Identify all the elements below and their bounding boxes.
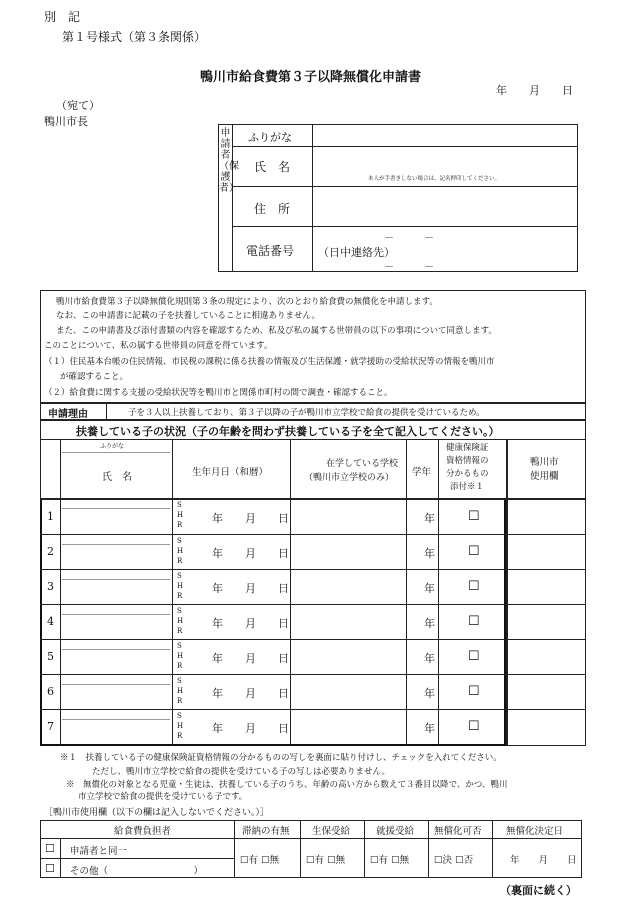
same-as-label: 申請者と同一 bbox=[70, 846, 128, 857]
era-marks: S H R bbox=[177, 572, 184, 600]
arrears-options bbox=[240, 852, 279, 866]
grade-field[interactable]: 年 bbox=[424, 652, 435, 665]
insurance-checkbox[interactable]: ☐ bbox=[468, 649, 480, 664]
child-name-field[interactable] bbox=[62, 604, 170, 639]
birth-date-field[interactable]: 年 月 日 bbox=[212, 722, 289, 735]
name-note: 本人が手書きしない場合は、記名押印してください。 bbox=[368, 176, 501, 182]
birth-date-field[interactable]: 年 月 日 bbox=[212, 617, 289, 630]
aid-no-label: 無 bbox=[399, 855, 410, 866]
statement-p3b: このことについて、私の属する世帯員の同意を得ています。 bbox=[44, 341, 273, 351]
era-marks: S H R bbox=[177, 677, 184, 705]
insurance-checkbox[interactable]: ☐ bbox=[468, 579, 480, 594]
row-number: 5 bbox=[47, 650, 54, 663]
aid-yes-label: 有 bbox=[378, 855, 389, 866]
birth-date-field[interactable]: 年 月 日 bbox=[212, 687, 289, 700]
arrears-yes-label: 有 bbox=[248, 855, 259, 866]
office-table bbox=[40, 820, 582, 878]
free-ketsu-checkbox[interactable]: ☐ bbox=[434, 855, 443, 866]
child-name-field[interactable] bbox=[62, 674, 170, 709]
child-name-field[interactable] bbox=[62, 639, 170, 674]
atena-label: （宛て） bbox=[56, 99, 100, 112]
grade-field[interactable]: 年 bbox=[424, 687, 435, 700]
free-options bbox=[434, 852, 473, 866]
era-marks: S H R bbox=[177, 642, 184, 670]
row-number: 3 bbox=[47, 580, 54, 593]
insurance-checkbox[interactable]: ☐ bbox=[468, 719, 480, 734]
phone-label: 電話番号 bbox=[246, 244, 295, 258]
table-row bbox=[40, 639, 586, 674]
col-school-2: （鴨川市立学校のみ） bbox=[304, 473, 395, 483]
school-field[interactable] bbox=[292, 498, 404, 534]
table-row bbox=[40, 709, 586, 744]
statement-p4a: （１）住民基本台帳の住民情報、市民税の課税に係る扶養の情報及び生活保護・就学援助の受給状況等の情報を鴨川市 bbox=[44, 357, 495, 367]
school-field[interactable] bbox=[292, 534, 404, 569]
phone-field[interactable] bbox=[314, 228, 576, 270]
note-2a: ※ 無償化の対象となる児童・生徒は、扶養している子のうち、年齢の高い方から数えて３番目以降で、かつ、鴨川 bbox=[66, 780, 508, 790]
school-field[interactable] bbox=[292, 604, 404, 639]
continue-note: （裏面に続く） bbox=[500, 884, 577, 897]
child-name-field[interactable] bbox=[62, 569, 170, 604]
furigana-label: ふりがな bbox=[248, 131, 292, 144]
col-free: 無償化可否 bbox=[434, 826, 482, 837]
furigana-field[interactable] bbox=[314, 126, 576, 144]
statement-p1: 鴨川市給食費第３子以降無償化規則第３条の規定により、次のとおり給食費の無償化を申請します。 bbox=[56, 297, 438, 307]
statement-p5: （２）給食費に関する支援の受給状況等を鴨川市と関係市町村の間で調査・確認すること。 bbox=[44, 388, 393, 398]
col-arrears: 滞納の有無 bbox=[242, 826, 290, 837]
col-furigana: ふりがな bbox=[100, 443, 125, 450]
table-row bbox=[40, 674, 586, 709]
page-title: 鴨川市給食費第３子以降無償化申請書 bbox=[200, 70, 422, 85]
date-field[interactable]: 年 月 日 bbox=[496, 84, 573, 97]
col-name: 氏 名 bbox=[102, 472, 132, 483]
mayor-label: 鴨川市長 bbox=[44, 115, 88, 128]
statement-p4b: が確認すること。 bbox=[60, 372, 129, 382]
reason-label: 申請理由 bbox=[48, 409, 88, 420]
col-payer: 給食費負担者 bbox=[114, 826, 172, 837]
insurance-checkbox[interactable]: ☐ bbox=[468, 614, 480, 629]
bekki-label: 別 記 bbox=[44, 10, 81, 24]
note-1a: ※１ 扶養している子の健康保険証資格情報の分かるものの写しを裏面に貼り付けし、チェックを入れてください。 bbox=[60, 753, 502, 763]
birth-date-field[interactable]: 年 月 日 bbox=[212, 652, 289, 665]
aid-yes-checkbox[interactable]: ☐ bbox=[370, 855, 379, 866]
child-name-field[interactable] bbox=[62, 534, 170, 569]
reason-text: 子を３人以上扶養しており、第３子以降の子が鴨川市立学校で給食の提供を受けているため。 bbox=[128, 408, 485, 418]
era-marks: S H R bbox=[177, 607, 184, 635]
phone-daytime-label: （日中連絡先） bbox=[318, 246, 395, 259]
office-title: ［鴨川市使用欄（以下の欄は記入しないでください。）］ bbox=[44, 808, 270, 818]
row-number: 4 bbox=[47, 615, 54, 628]
col-aid: 就援受給 bbox=[376, 826, 415, 837]
statement-p3a: また、この申請書及び添付書類の内容を確認するため、私及び私の属する世帯員の以下の事項について同意します。 bbox=[56, 326, 497, 336]
birth-date-field[interactable]: 年 月 日 bbox=[212, 512, 289, 525]
arrears-no-label: 無 bbox=[269, 855, 280, 866]
table-row bbox=[40, 569, 586, 604]
table-row bbox=[40, 604, 586, 639]
phone-dash-1: － － bbox=[384, 233, 434, 244]
free-hi-label: 否 bbox=[463, 855, 474, 866]
era-marks: S H R bbox=[177, 537, 184, 565]
birth-date-field[interactable]: 年 月 日 bbox=[212, 547, 289, 560]
grade-field[interactable]: 年 bbox=[424, 512, 435, 525]
insurance-checkbox[interactable]: ☐ bbox=[468, 509, 480, 524]
arrears-no-checkbox[interactable]: ☐ bbox=[261, 855, 270, 866]
col-insurance-4: 添付※１ bbox=[450, 482, 485, 492]
phone-dash-2: － － bbox=[384, 262, 434, 273]
decision-date: 年 月 日 bbox=[510, 855, 577, 866]
aid-options bbox=[370, 852, 409, 866]
col-welfare: 生保受給 bbox=[312, 826, 351, 837]
free-hi-checkbox[interactable]: ☐ bbox=[455, 855, 464, 866]
welfare-options bbox=[306, 852, 345, 866]
row-number: 6 bbox=[47, 685, 54, 698]
table-row bbox=[40, 498, 586, 534]
address-label: 住 所 bbox=[254, 202, 291, 216]
row-number: 7 bbox=[47, 720, 54, 733]
table-row bbox=[40, 534, 586, 569]
form-number: 第１号様式（第３条関係） bbox=[62, 30, 207, 44]
name-label: 氏 名 bbox=[254, 160, 291, 174]
aid-no-checkbox[interactable]: ☐ bbox=[391, 855, 400, 866]
welfare-yes-label: 有 bbox=[314, 855, 325, 866]
birth-date-field[interactable]: 年 月 日 bbox=[212, 582, 289, 595]
welfare-no-label: 無 bbox=[335, 855, 346, 866]
other-label: その他（ ） bbox=[70, 866, 204, 877]
row-number: 1 bbox=[47, 510, 54, 523]
era-marks: S H R bbox=[177, 712, 184, 740]
school-field[interactable] bbox=[292, 674, 404, 709]
note-2b: 市立学校で給食の提供を受けている子です。 bbox=[78, 792, 248, 802]
col-grade: 学年 bbox=[412, 467, 432, 478]
school-field[interactable] bbox=[292, 569, 404, 604]
free-ketsu-label: 決 bbox=[442, 855, 453, 866]
col-insurance-2: 資格情報の bbox=[446, 456, 489, 466]
row-number: 2 bbox=[47, 545, 54, 558]
insurance-checkbox[interactable]: ☐ bbox=[468, 544, 480, 559]
same-as-checkbox[interactable]: ☐ bbox=[45, 842, 55, 855]
children-heading: 扶養している子の状況（子の年齢を問わず扶養している子を全て記入してください。） bbox=[76, 425, 500, 438]
grade-field[interactable]: 年 bbox=[424, 547, 435, 560]
school-field[interactable] bbox=[292, 709, 404, 744]
welfare-no-checkbox[interactable]: ☐ bbox=[327, 855, 336, 866]
col-school-1: 在学している学校 bbox=[326, 459, 399, 469]
school-field[interactable] bbox=[292, 639, 404, 674]
insurance-checkbox[interactable]: ☐ bbox=[468, 684, 480, 699]
col-birth: 生年月日（和暦） bbox=[192, 467, 269, 478]
applicant-box bbox=[218, 124, 578, 272]
statement-p2: なお、この申請書に記載の子を扶養していることに相違ありません。 bbox=[56, 311, 321, 321]
children-table bbox=[40, 420, 586, 746]
col-city-2: 使用欄 bbox=[530, 471, 559, 482]
grade-field[interactable]: 年 bbox=[424, 582, 435, 595]
welfare-yes-checkbox[interactable]: ☐ bbox=[306, 855, 315, 866]
col-city-1: 鴨川市 bbox=[530, 457, 559, 468]
note-1b: ただし、鴨川市立学校で給食の提供を受けている子の写しは必要ありません。 bbox=[92, 767, 391, 777]
col-insurance-1: 健康保険証 bbox=[446, 443, 489, 453]
child-name-field[interactable] bbox=[62, 498, 170, 534]
grade-field[interactable]: 年 bbox=[424, 617, 435, 630]
applicant-side-label: 申請者（保護者） bbox=[219, 128, 239, 194]
grade-field[interactable]: 年 bbox=[424, 722, 435, 735]
col-decision: 無償化決定日 bbox=[506, 826, 564, 837]
arrears-yes-checkbox[interactable]: ☐ bbox=[240, 855, 249, 866]
era-marks: S H R bbox=[177, 501, 184, 529]
other-checkbox[interactable]: ☐ bbox=[45, 862, 55, 875]
col-insurance-3: 分かるもの bbox=[446, 469, 489, 479]
address-field[interactable] bbox=[314, 188, 576, 224]
child-name-field[interactable] bbox=[62, 709, 170, 744]
